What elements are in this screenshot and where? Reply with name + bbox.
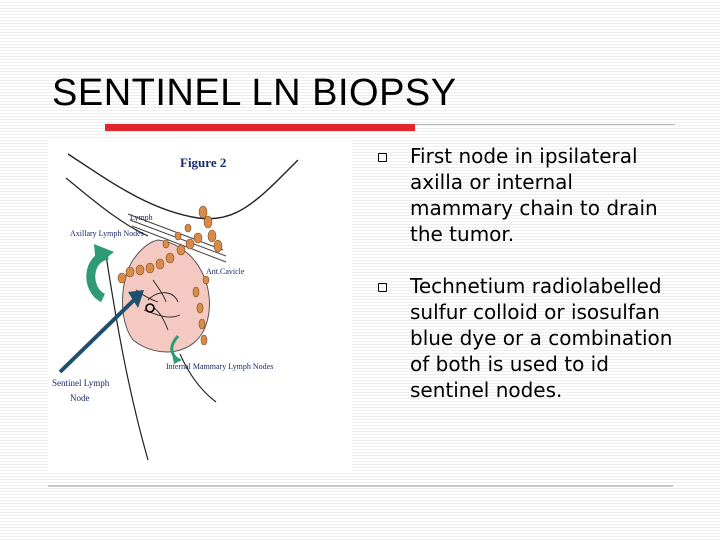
title-underline-accent — [105, 124, 415, 131]
title-underline-line — [415, 124, 675, 125]
figure-image — [48, 140, 352, 473]
figure-heading: Figure 2 — [180, 155, 227, 170]
figure-label-sentinel-line1: Sentinel Lymph — [52, 378, 110, 388]
bullet-item — [378, 143, 678, 247]
figure-label-clavicle: Ant.Cavicle — [206, 267, 245, 276]
bullet-list — [378, 143, 678, 429]
figure-label-internal-mammary: Internal Mammary Lymph Nodes — [166, 362, 274, 371]
figure-label-top: Lymph — [130, 213, 153, 222]
bullet-marker — [378, 283, 387, 292]
footer-divider — [48, 485, 673, 487]
bullet-text: Technetium radiolabelled sulfur colloid or isosulfan blue dye or a combination of both is used to id sentinel nodes. — [410, 274, 673, 402]
figure-label-axillary: Axillary Lymph Nodes — [70, 229, 144, 238]
figure-label-sentinel-line2: Node — [70, 393, 90, 403]
bullet-item — [378, 273, 678, 403]
bullet-text: First node in ipsilateral axilla or internal mammary chain to drain the tumor. — [410, 144, 658, 246]
slide-title: SENTINEL LN BIOPSY — [52, 72, 457, 114]
curved-arrow-axillary — [91, 244, 114, 298]
bullet-marker — [378, 153, 387, 162]
